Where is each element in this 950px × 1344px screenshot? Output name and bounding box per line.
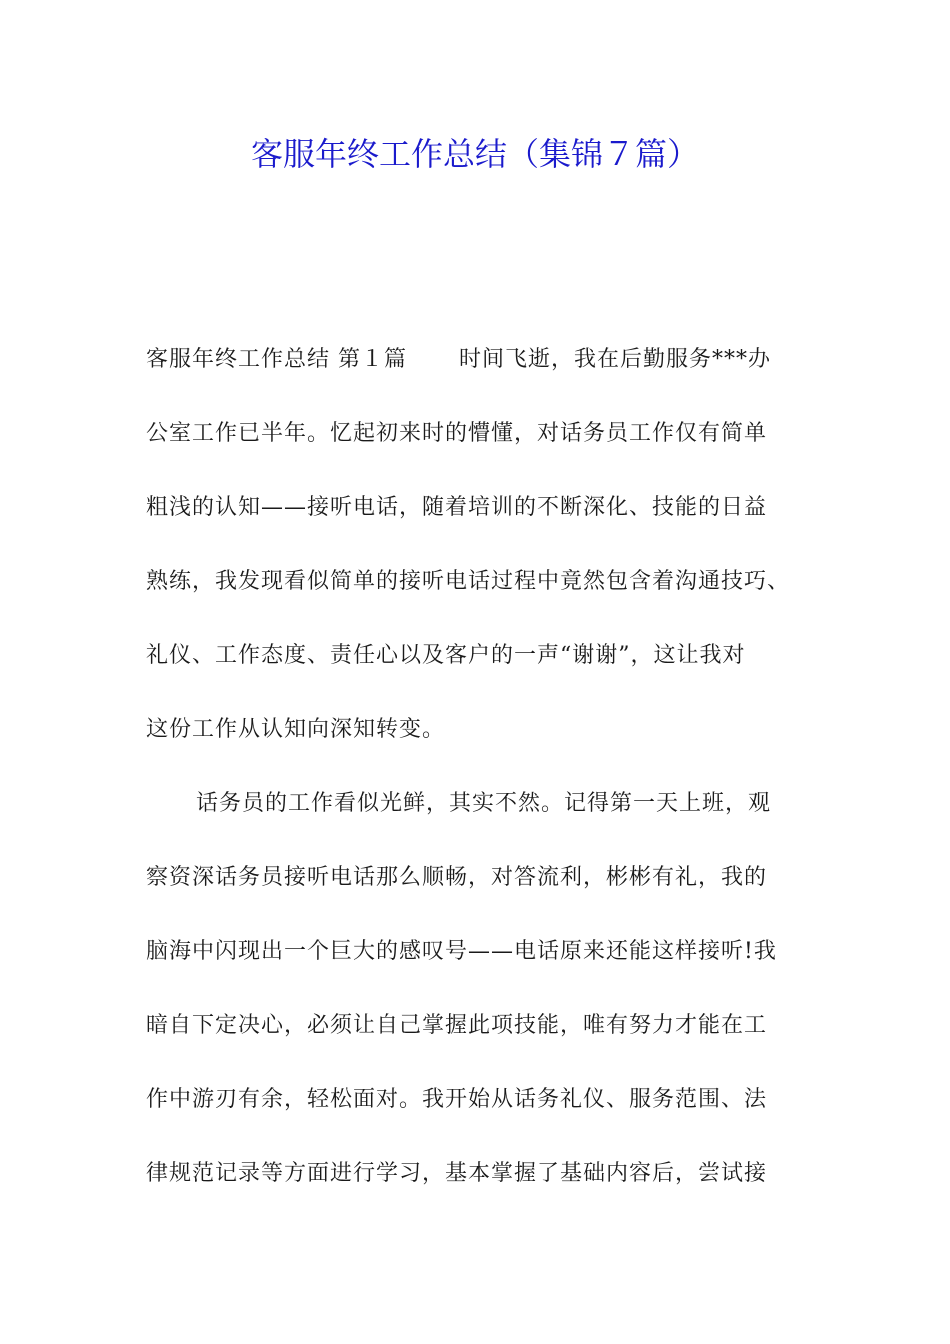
document-title: 客服年终工作总结（集锦７篇） bbox=[250, 135, 699, 173]
paragraph-1-line-1 bbox=[146, 337, 826, 411]
paragraph-line: 暗自下定决心，必须让自己掌握此项技能，唯有努力才能在工 bbox=[146, 1013, 768, 1038]
paragraph-line: 熟练，我发现看似简单的接听电话过程中竟然包含着沟通技巧、 bbox=[146, 569, 791, 594]
paragraph-line: 粗浅的认知——接听电话，随着培训的不断深化、技能的日益 bbox=[146, 495, 768, 520]
section-heading: 客服年终工作总结 第１篇 bbox=[146, 347, 407, 372]
paragraph-text: 时间飞逝，我在后勤服务***办 bbox=[459, 347, 772, 372]
paragraph-line: 脑海中闪现出一个巨大的感叹号——电话原来还能这样接听!我 bbox=[146, 939, 777, 964]
paragraph-line: 公室工作已半年。忆起初来时的懵懂，对话务员工作仅有简单 bbox=[146, 421, 768, 446]
paragraph-line: 作中游刃有余，轻松面对。我开始从话务礼仪、服务范围、法 bbox=[146, 1087, 768, 1112]
paragraph-2-line-1: 话务员的工作看似光鲜，其实不然。记得第一天上班，观 bbox=[196, 791, 772, 816]
paragraph-line: 律规范记录等方面进行学习，基本掌握了基础内容后，尝试接 bbox=[146, 1161, 768, 1186]
paragraph-line: 礼仪、工作态度、责任心以及客户的一声“谢谢”，这让我对 bbox=[146, 643, 746, 668]
paragraph-line: 察资深话务员接听电话那么顺畅，对答流利，彬彬有礼，我的 bbox=[146, 865, 768, 890]
document-body bbox=[146, 337, 826, 1225]
paragraph-line: 这份工作从认知向深知转变。 bbox=[146, 717, 446, 742]
